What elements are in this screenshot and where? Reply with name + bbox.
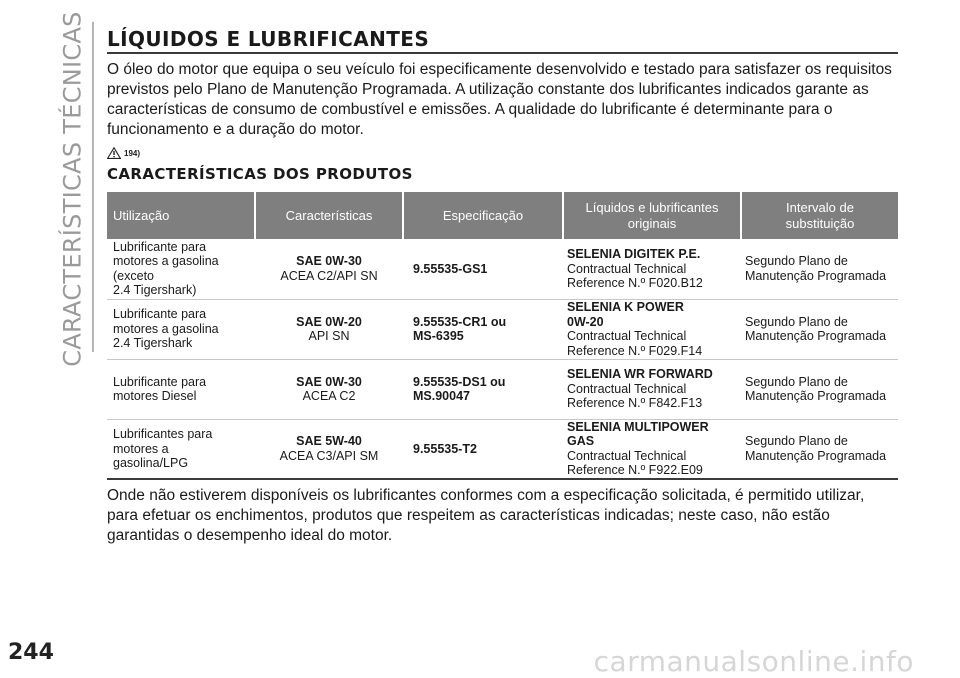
product-name: SELENIA K POWER — [567, 300, 684, 314]
cell-product — [563, 359, 741, 419]
use-line: gasolina/LPG — [113, 456, 189, 470]
use-line: motores a — [113, 441, 169, 456]
oil-standard: ACEA C3/API SM — [279, 448, 379, 463]
use-line: motores a gasolina — [113, 321, 219, 336]
header-fluids — [563, 192, 741, 239]
use-line: Lubrificantes para — [113, 427, 213, 441]
header-use: Utilização — [107, 192, 255, 239]
cell-interval — [741, 239, 898, 299]
oil-grade: SAE 0W-30 — [296, 374, 362, 389]
interval-line: Manutenção Programada — [745, 329, 887, 343]
oil-standard: ACEA C2/API SN — [280, 268, 378, 283]
header-fluids-line2: originais — [627, 215, 677, 231]
use-line: Lubrificante para — [113, 374, 207, 389]
cell-use — [107, 419, 255, 479]
product-name: SELENIA WR FORWARD — [567, 367, 713, 382]
section-heading: CARACTERÍSTICAS DOS PRODUTOS — [107, 165, 413, 183]
cell-characteristics — [255, 299, 403, 359]
product-ref-line: Contractual Technical — [567, 448, 687, 463]
product-ref-line: Contractual Technical — [567, 261, 687, 276]
interval-line: Segundo Plano de — [745, 314, 848, 329]
cell-interval — [741, 419, 898, 479]
cell-specification — [403, 359, 563, 419]
use-line: Lubrificante para — [113, 239, 207, 254]
product-name: SELENIA MULTIPOWER — [567, 419, 709, 434]
table-row — [107, 419, 898, 479]
header-interval-line2: substituição — [785, 215, 855, 231]
interval-line: Segundo Plano de — [745, 374, 848, 389]
spec-line: 9.55535-T2 — [413, 441, 477, 456]
cell-characteristics — [255, 419, 403, 479]
product-ref-line: Reference N.º F842.F13 — [567, 396, 703, 411]
page-title: LÍQUIDOS E LUBRIFICANTES — [107, 28, 898, 54]
cell-specification — [403, 239, 563, 299]
cell-use — [107, 359, 255, 419]
product-ref-line: Reference N.º F029.F14 — [567, 343, 703, 358]
oil-standard: API SN — [308, 329, 350, 343]
section-title-text: CARACTERÍSTICAS TÉCNICAS — [59, 11, 88, 367]
spec-line: MS-6395 — [413, 329, 464, 343]
watermark: carmanualsonline.info — [593, 645, 914, 678]
section-side-title — [58, 11, 88, 367]
header-specification: Especificação — [403, 192, 563, 239]
product-ref-line: Contractual Technical — [567, 329, 687, 343]
product-name: 0W-20 — [567, 314, 604, 329]
table-row — [107, 239, 898, 299]
table-header-row — [107, 192, 898, 239]
table-row — [107, 359, 898, 419]
intro-paragraph: O óleo do motor que equipa o seu veículo foi especificamente desenvolvido e testado para satisfazer os requisitos previstos pelo Plano de Manutenção Programada. A utilização constante dos lubrificantes indicados garante as características de consumo de combustível e emissões. A qualidade do lubrificante é determinante para o funcionamento e a duração do motor. — [107, 61, 892, 138]
product-name: SELENIA DIGITEK P.E. — [567, 247, 701, 261]
products-table — [107, 192, 898, 480]
use-line: 2.4 Tigershark — [113, 336, 193, 351]
cell-specification — [403, 419, 563, 479]
oil-grade: SAE 0W-20 — [296, 314, 362, 329]
use-line: motores a gasolina — [113, 254, 219, 269]
header-interval-line1: Intervalo de — [786, 199, 854, 215]
spec-line: 9.55535-CR1 ou — [413, 314, 507, 329]
product-ref-line: Reference N.º F922.E09 — [567, 463, 703, 478]
oil-grade: SAE 5W-40 — [296, 434, 362, 449]
interval-line: Manutenção Programada — [745, 268, 887, 283]
warning-reference-number: 194) — [124, 149, 141, 158]
closing-paragraph: Onde não estiverem disponíveis os lubrificantes conformes com a especificação solicitada, é permitido utilizar, para efetuar os enchimentos, produtos que respeitem as características indicadas; neste caso, não estão garantidas o desempenho ideal do motor. — [107, 487, 865, 544]
cell-use — [107, 299, 255, 359]
use-line: 2.4 Tigershark) — [113, 283, 197, 298]
cell-product — [563, 239, 741, 299]
product-ref-line: Contractual Technical — [567, 381, 687, 396]
page-content — [107, 28, 898, 546]
page-number: 244 — [8, 640, 54, 665]
spec-line: 9.55535-GS1 — [413, 261, 488, 276]
cell-specification — [403, 299, 563, 359]
spec-line: 9.55535-DS1 ou — [413, 374, 506, 389]
use-line: (exceto — [113, 268, 154, 283]
use-line: motores Diesel — [113, 389, 197, 403]
header-fluids-line1: Líquidos e lubrificantes — [585, 199, 719, 215]
interval-line: Manutenção Programada — [745, 389, 887, 403]
interval-line: Segundo Plano de — [745, 434, 848, 449]
interval-line: Segundo Plano de — [745, 254, 848, 269]
product-name: GAS — [567, 434, 595, 449]
warning-triangle-icon — [107, 147, 121, 159]
spec-line: MS.90047 — [413, 389, 470, 403]
use-line: Lubrificante para — [113, 307, 207, 322]
cell-characteristics — [255, 239, 403, 299]
interval-line: Manutenção Programada — [745, 448, 887, 463]
oil-standard: ACEA C2 — [302, 389, 356, 403]
cell-product — [563, 419, 741, 479]
table-row — [107, 299, 898, 359]
header-characteristics: Características — [255, 192, 403, 239]
cell-characteristics — [255, 359, 403, 419]
header-interval — [741, 192, 898, 239]
cell-use — [107, 239, 255, 299]
product-ref-line: Reference N.º F020.B12 — [567, 276, 703, 290]
cell-interval — [741, 299, 898, 359]
side-divider — [92, 22, 94, 352]
cell-product — [563, 299, 741, 359]
oil-grade: SAE 0W-30 — [296, 254, 362, 269]
cell-interval — [741, 359, 898, 419]
warning-reference — [107, 145, 898, 159]
